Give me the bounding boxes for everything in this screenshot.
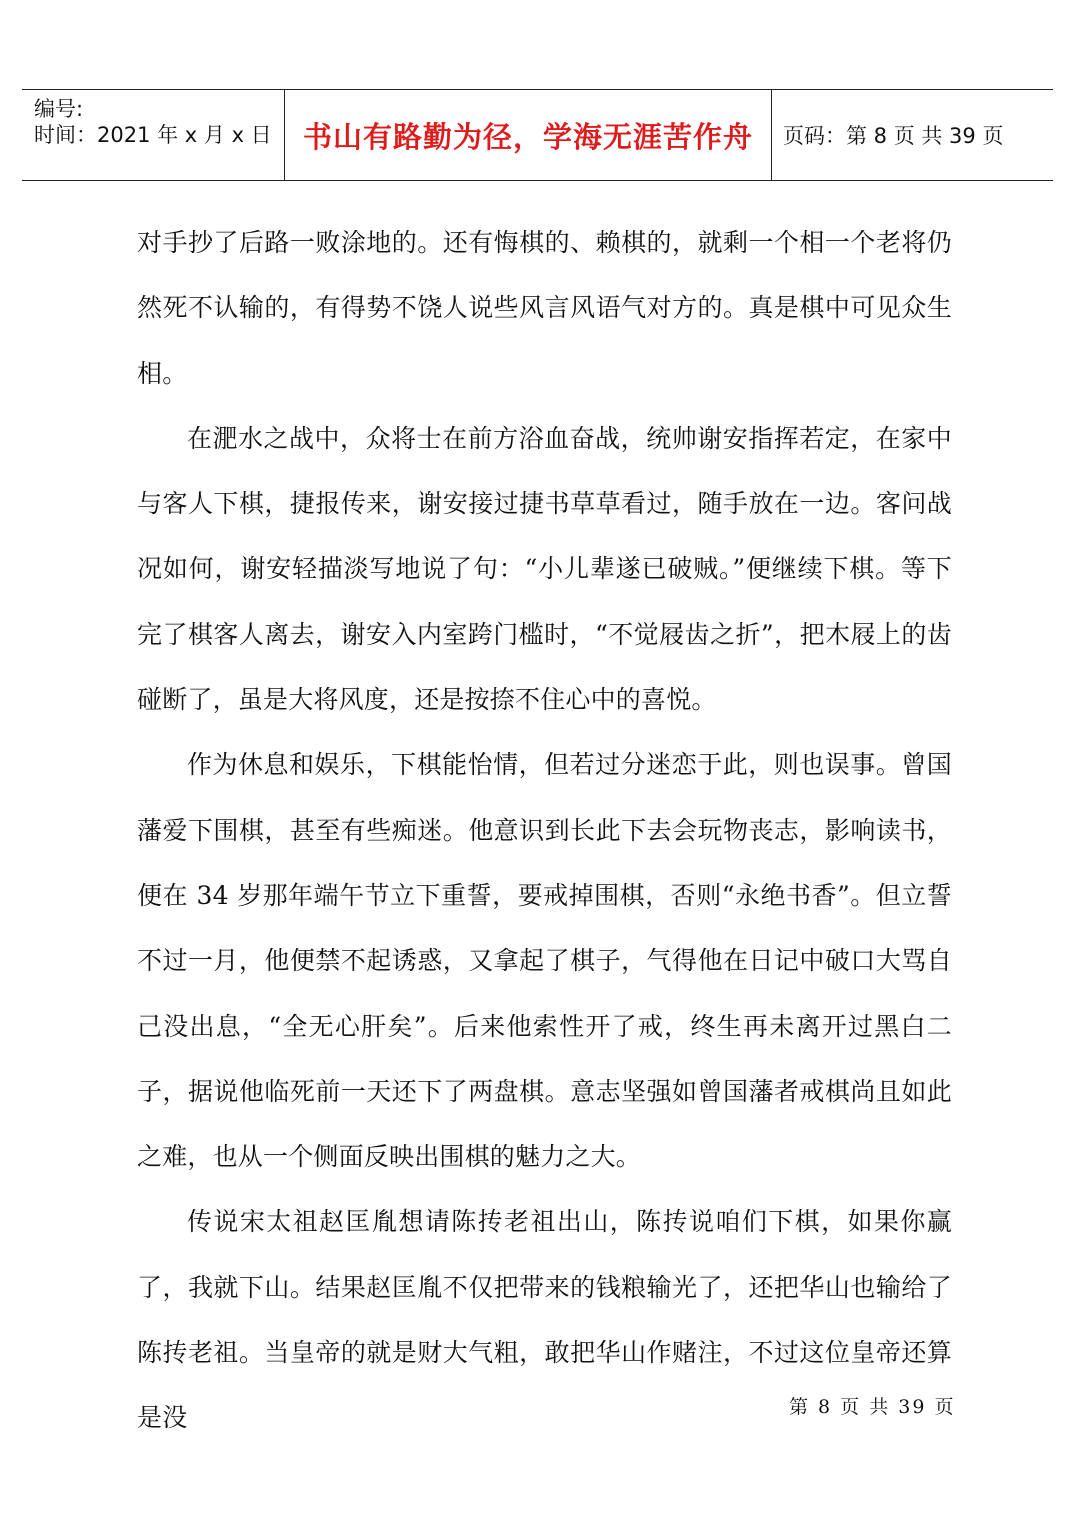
header-motto: 书山有路勤为径，学海无涯苦作舟: [302, 119, 753, 154]
page-footer: 第 8 页 共 39 页: [789, 1396, 956, 1418]
page-header: [22, 89, 1053, 181]
paragraph: 作为休息和娱乐，下棋能怡情，但若过分迷恋于此，则也误事。曾国藩爱下围棋，甚至有些痴迷。他意识到长此下去会玩物丧志，影响读书，便在 34 岁那年端午节立下重誓，要戒掉围棋，否则“永绝书香”。但立誓不过一月，他便禁不起诱惑，又拿起了棋子，气得他在日记中破口大骂自己没出息，“全无心肝矣”。后来他索性开了戒，终生再未离开过黑白二子，据说他临死前一天还下了两盘棋。意志坚强如曾国藩者戒棋尚且如此之难，也从一个侧面反映出围棋的魅力之大。: [137, 750, 952, 1172]
header-page-info: 页码：第 8 页 共 39 页: [783, 124, 1004, 148]
document-body: [137, 210, 952, 1451]
paragraph: 传说宋太祖赵匡胤想请陈抟老祖出山，陈抟说咱们下棋，如果你赢了，我就下山。结果赵匡胤不仅把带来的钱粮输光了，还把华山也输给了陈抟老祖。当皇帝的就是财大气粗，敢把华山作赌注，不过这位皇帝还算是没: [137, 1207, 952, 1433]
paragraph: 对手抄了后路一败涂地的。还有悔棋的、赖棋的，就剩一个相一个老将仍然死不认输的，有得势不饶人说些风言风语气对方的。真是棋中可见众生相。: [137, 228, 952, 388]
serial-label: 编号:: [34, 97, 84, 121]
paragraph: 在淝水之战中，众将士在前方浴血奋战，统帅谢安指挥若定，在家中与客人下棋，捷报传来，谢安接过捷书草草看过，随手放在一边。客问战况如何，谢安轻描淡写地说了句：“小儿辈遂已破贼。”便继续下棋。等下完了棋客人离去，谢安入内室跨门槛时，“不觉屐齿之折”，把木屐上的齿碰断了，虽是大将风度，还是按捺不住心中的喜悦。: [137, 423, 952, 715]
time-label: 时间：2021 年 x 月 x 日: [34, 123, 272, 147]
header-meta: [34, 90, 284, 180]
header-divider: [771, 90, 772, 180]
